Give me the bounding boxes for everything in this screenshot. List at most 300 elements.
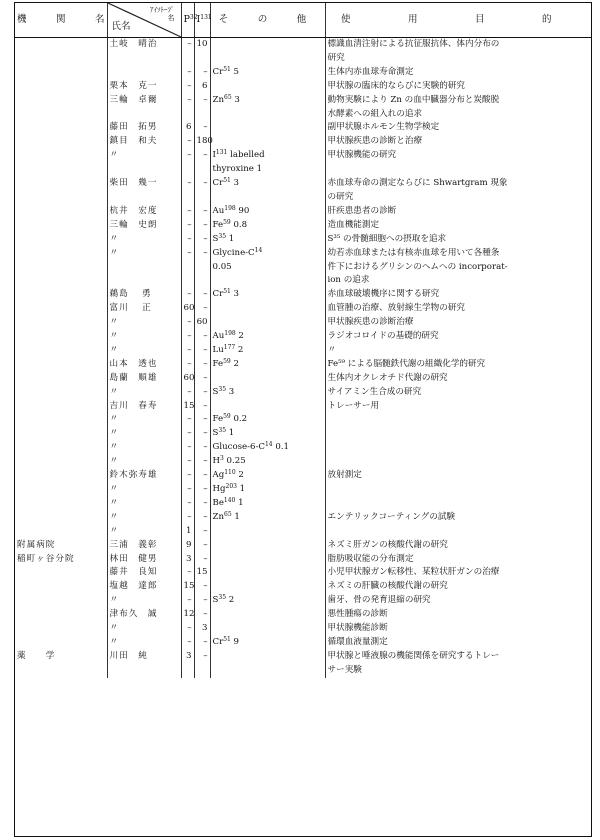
table-row bbox=[15, 650, 591, 664]
i131-amount-cell: – bbox=[194, 302, 210, 316]
other-isotope-cell bbox=[210, 163, 325, 177]
institution-cell: 薬 学 bbox=[17, 650, 56, 661]
researcher-name-cell: 柴田 幾一 bbox=[107, 177, 181, 191]
other-isotope-symbol: S bbox=[212, 233, 219, 244]
institution-cell bbox=[15, 483, 107, 497]
p32-amount-cell: 60 bbox=[181, 302, 194, 316]
purpose-cell: 甲状腺の臨床的ならびに実験的研究 bbox=[325, 80, 591, 94]
i131-amount-cell bbox=[194, 261, 210, 275]
table-row bbox=[15, 622, 591, 636]
p32-amount-cell bbox=[181, 52, 194, 66]
other-isotope-mass-number: 198 bbox=[224, 330, 236, 338]
i131-amount-cell: – bbox=[194, 455, 210, 469]
other-isotope-symbol: Fe bbox=[212, 219, 224, 230]
i131-amount-cell: – bbox=[194, 594, 210, 608]
other-isotope-cell bbox=[210, 525, 325, 539]
purpose-cell: サー実験 bbox=[325, 664, 591, 678]
institution-cell bbox=[15, 205, 107, 219]
other-isotope-symbol: Fe bbox=[212, 414, 224, 425]
other-isotope-cell bbox=[210, 455, 325, 469]
other-isotope-mass-number: 35 bbox=[218, 594, 227, 602]
researcher-name-cell: 〃 bbox=[107, 330, 181, 344]
other-isotope-mass-number: 35 bbox=[218, 427, 227, 435]
i131-amount-cell: – bbox=[194, 608, 210, 622]
institution-cell bbox=[15, 191, 107, 205]
p32-amount-cell: – bbox=[181, 247, 194, 261]
institution-cell bbox=[15, 177, 107, 191]
purpose-cell: 循環血液量測定 bbox=[325, 636, 591, 650]
i131-amount-cell: 10 bbox=[194, 38, 210, 52]
purpose-cell bbox=[325, 163, 591, 177]
other-isotope-cell bbox=[210, 539, 325, 553]
i131-amount-cell bbox=[194, 664, 210, 678]
table-row bbox=[15, 413, 591, 427]
institution-cell bbox=[15, 525, 107, 539]
table-row bbox=[15, 247, 591, 261]
other-isotope-cell bbox=[210, 330, 325, 344]
institution-cell bbox=[15, 219, 107, 233]
institution-cell bbox=[15, 330, 107, 344]
other-isotope-cell bbox=[210, 94, 325, 108]
purpose-cell: 小児甲状腺ガン転移性、某粒状肝ガンの治療 bbox=[325, 566, 591, 580]
table-row bbox=[15, 372, 591, 386]
i131-amount-cell: – bbox=[194, 636, 210, 650]
other-isotope-mass-number: 14 bbox=[254, 246, 263, 254]
purpose-cell: エンテリックコーティングの試験 bbox=[325, 511, 591, 525]
institution-cell bbox=[15, 316, 107, 330]
i131-amount-cell: – bbox=[194, 177, 210, 191]
header-isotope-name bbox=[107, 3, 181, 38]
other-isotope-mass-number: 110 bbox=[224, 469, 236, 477]
table-header bbox=[15, 3, 591, 38]
table-row bbox=[15, 316, 591, 330]
p32-amount-cell: – bbox=[181, 219, 194, 233]
other-isotope-amount: 1 bbox=[231, 511, 240, 522]
researcher-name-cell: 藤田 拓男 bbox=[107, 121, 181, 135]
i131-amount-cell: – bbox=[194, 580, 210, 594]
other-isotope-cell bbox=[210, 636, 325, 650]
header-other: そ の 他 bbox=[210, 3, 325, 38]
other-isotope-amount: 3 bbox=[230, 289, 240, 300]
other-isotope-symbol: Cr bbox=[212, 178, 224, 189]
isotope-usage-table bbox=[15, 3, 591, 678]
i131-amount-cell: – bbox=[194, 288, 210, 302]
table-body bbox=[15, 38, 591, 678]
table-row bbox=[15, 191, 591, 205]
other-isotope-mass-number: 35 bbox=[218, 232, 227, 240]
table-row bbox=[15, 330, 591, 344]
header-isotope-label: ｱｲｿﾄｰﾌﾟ名 bbox=[150, 6, 175, 22]
purpose-cell: 副甲状腺ホルモン生物学検定 bbox=[325, 121, 591, 135]
other-isotope-symbol: H bbox=[212, 456, 220, 467]
other-isotope-symbol: Lu bbox=[212, 344, 224, 355]
p32-amount-cell: – bbox=[181, 177, 194, 191]
i131-amount-cell: – bbox=[194, 539, 210, 553]
researcher-name-cell: 〃 bbox=[107, 427, 181, 441]
other-isotope-amount: 2 bbox=[235, 344, 244, 355]
table-row bbox=[15, 441, 591, 455]
other-isotope-symbol: Au bbox=[212, 331, 225, 342]
p32-amount-cell: – bbox=[181, 135, 194, 149]
researcher-name-cell: 〃 bbox=[107, 247, 181, 261]
other-isotope-amount: 2 bbox=[235, 470, 244, 481]
institution-cell bbox=[15, 52, 107, 66]
institution-cell bbox=[15, 413, 107, 427]
i131-amount-cell bbox=[194, 163, 210, 177]
researcher-name-cell bbox=[107, 163, 181, 177]
institution-cell bbox=[15, 108, 107, 122]
other-isotope-cell bbox=[210, 511, 325, 525]
other-isotope-mass-number: 14 bbox=[264, 441, 273, 449]
other-isotope-mass-number: 59 bbox=[223, 413, 231, 421]
other-isotope-amount: 0.8 bbox=[230, 219, 248, 230]
researcher-name-cell bbox=[107, 191, 181, 205]
i131-amount-cell: – bbox=[194, 121, 210, 135]
table-row bbox=[15, 469, 591, 483]
researcher-name-cell: 〃 bbox=[107, 149, 181, 163]
i131-amount-cell: – bbox=[194, 386, 210, 400]
institution-cell bbox=[15, 636, 107, 650]
institution-cell bbox=[15, 594, 107, 608]
other-isotope-amount: 0.1 bbox=[272, 442, 290, 453]
purpose-cell: 脂肪吸収能の分布測定 bbox=[325, 553, 591, 567]
researcher-name-cell: 栗本 克一 bbox=[107, 80, 181, 94]
other-isotope-cell bbox=[210, 358, 325, 372]
other-isotope-cell bbox=[210, 66, 325, 80]
other-isotope-cell bbox=[210, 622, 325, 636]
purpose-cell: Fe⁵⁹ による脳髄鉄代謝の組織化学的研究 bbox=[325, 358, 591, 372]
researcher-name-cell: 三輪 史朗 bbox=[107, 219, 181, 233]
p32-amount-cell bbox=[181, 163, 194, 177]
institution-cell bbox=[15, 149, 107, 163]
institution-cell bbox=[15, 121, 107, 135]
researcher-name-cell: 〃 bbox=[107, 622, 181, 636]
p32-amount-cell: – bbox=[181, 455, 194, 469]
other-isotope-mass-number: 59 bbox=[223, 218, 231, 226]
table-row bbox=[15, 80, 591, 94]
other-isotope-symbol: Be bbox=[212, 497, 224, 508]
table-row bbox=[15, 636, 591, 650]
other-isotope-symbol: Cr bbox=[212, 289, 224, 300]
other-isotope-cell bbox=[210, 288, 325, 302]
institution-cell bbox=[15, 274, 107, 288]
p32-amount-cell: – bbox=[181, 441, 194, 455]
institution-cell bbox=[15, 344, 107, 358]
other-isotope-mass-number: 35 bbox=[218, 385, 227, 393]
researcher-name-cell bbox=[107, 108, 181, 122]
other-isotope-cell bbox=[210, 219, 325, 233]
i131-amount-cell: – bbox=[194, 427, 210, 441]
i131-amount-cell: – bbox=[194, 511, 210, 525]
researcher-name-cell bbox=[107, 274, 181, 288]
p32-amount-cell: – bbox=[181, 622, 194, 636]
purpose-cell: サイアミン生合成の研究 bbox=[325, 386, 591, 400]
other-isotope-cell bbox=[210, 483, 325, 497]
other-isotope-cell bbox=[210, 497, 325, 511]
p32-amount-cell: 1 bbox=[181, 525, 194, 539]
i131-amount-cell: – bbox=[194, 650, 210, 664]
other-isotope-mass-number: 65 bbox=[224, 93, 232, 101]
other-isotope-symbol: thyroxine 1 bbox=[212, 164, 263, 175]
purpose-cell: 水酵素への組入れの追求 bbox=[325, 108, 591, 122]
other-isotope-cell bbox=[210, 566, 325, 580]
other-isotope-cell bbox=[210, 580, 325, 594]
p32-amount-cell bbox=[181, 261, 194, 275]
table-row bbox=[15, 483, 591, 497]
p32-amount-cell: 15 bbox=[181, 580, 194, 594]
institution-cell bbox=[15, 455, 107, 469]
i131-amount-cell bbox=[194, 52, 210, 66]
other-isotope-amount: 0.2 bbox=[230, 414, 248, 425]
table-row bbox=[15, 344, 591, 358]
p32-amount-cell: – bbox=[181, 233, 194, 247]
purpose-cell: 生体内赤血球寿命測定 bbox=[325, 66, 591, 80]
other-isotope-symbol: I bbox=[212, 150, 216, 161]
other-isotope-amount: 1 bbox=[226, 428, 235, 439]
other-isotope-cell bbox=[210, 302, 325, 316]
i131-amount-cell: – bbox=[194, 219, 210, 233]
researcher-name-cell: 鵜島 勇 bbox=[107, 288, 181, 302]
p32-amount-cell: – bbox=[181, 386, 194, 400]
i131-amount-cell: – bbox=[194, 413, 210, 427]
p32-amount-cell: – bbox=[181, 413, 194, 427]
purpose-cell: 放射測定 bbox=[325, 469, 591, 483]
other-isotope-cell bbox=[210, 149, 325, 163]
other-isotope-symbol: S bbox=[212, 595, 219, 606]
table-row bbox=[15, 163, 591, 177]
table-row bbox=[15, 261, 591, 275]
purpose-cell bbox=[325, 483, 591, 497]
other-isotope-mass-number: 51 bbox=[223, 288, 231, 296]
other-isotope-symbol: Cr bbox=[212, 66, 224, 77]
institution-cell: 稲町ヶ谷分院 bbox=[17, 553, 75, 564]
i131-amount-cell bbox=[194, 108, 210, 122]
purpose-cell bbox=[325, 427, 591, 441]
other-isotope-amount: 1 bbox=[235, 497, 244, 508]
p32-amount-cell: – bbox=[181, 38, 194, 52]
other-isotope-cell bbox=[210, 344, 325, 358]
purpose-cell: 甲状腺疾患の診断治療 bbox=[325, 316, 591, 330]
institution-cell bbox=[15, 358, 107, 372]
table-row bbox=[15, 274, 591, 288]
purpose-cell: 肝疾患患者の診断 bbox=[325, 205, 591, 219]
table-row bbox=[15, 135, 591, 149]
p32-amount-cell bbox=[181, 274, 194, 288]
i131-amount-cell: – bbox=[194, 483, 210, 497]
researcher-name-cell: 林田 健男 bbox=[107, 553, 181, 567]
purpose-cell bbox=[325, 497, 591, 511]
table-row bbox=[15, 386, 591, 400]
other-isotope-mass-number: 51 bbox=[223, 65, 231, 73]
table-row bbox=[15, 121, 591, 135]
other-isotope-amount: 3 bbox=[231, 94, 240, 105]
table-row bbox=[15, 400, 591, 414]
i131-amount-cell: 180 bbox=[194, 135, 210, 149]
institution-cell bbox=[15, 247, 107, 261]
researcher-name-cell: 吉川 春寿 bbox=[107, 400, 181, 414]
other-isotope-symbol: Zn bbox=[212, 94, 225, 105]
i131-amount-cell: – bbox=[194, 469, 210, 483]
p32-amount-cell: – bbox=[181, 483, 194, 497]
purpose-cell: ネズミの肝臓の核酸代謝の研究 bbox=[325, 580, 591, 594]
institution-cell bbox=[15, 400, 107, 414]
purpose-cell: ion の追求 bbox=[325, 274, 591, 288]
p32-amount-cell: – bbox=[181, 344, 194, 358]
purpose-cell: S³⁵ の骨髄細胞への摂取を追求 bbox=[325, 233, 591, 247]
table-row bbox=[15, 539, 591, 553]
researcher-name-cell: 〃 bbox=[107, 636, 181, 650]
institution-cell bbox=[15, 66, 107, 80]
other-isotope-cell bbox=[210, 413, 325, 427]
other-isotope-cell bbox=[210, 121, 325, 135]
i131-amount-cell: – bbox=[194, 553, 210, 567]
other-isotope-symbol: S bbox=[212, 386, 219, 397]
table-row bbox=[15, 177, 591, 191]
i131-amount-cell: – bbox=[194, 94, 210, 108]
researcher-name-cell: 土岐 晴治 bbox=[107, 38, 181, 52]
other-isotope-symbol: Au bbox=[212, 205, 225, 216]
other-isotope-cell bbox=[210, 386, 325, 400]
other-isotope-cell bbox=[210, 372, 325, 386]
purpose-cell: 甲状腺疾患の診断と治療 bbox=[325, 135, 591, 149]
table-row bbox=[15, 525, 591, 539]
other-isotope-mass-number: 198 bbox=[224, 204, 236, 212]
table-row bbox=[15, 302, 591, 316]
table-row bbox=[15, 664, 591, 678]
table-row bbox=[15, 38, 591, 52]
researcher-name-cell: 〃 bbox=[107, 525, 181, 539]
purpose-cell: 研究 bbox=[325, 52, 591, 66]
other-isotope-cell bbox=[210, 650, 325, 664]
table-row bbox=[15, 553, 591, 567]
institution-cell bbox=[15, 288, 107, 302]
isotope-usage-table-page bbox=[14, 2, 592, 837]
institution-cell bbox=[15, 497, 107, 511]
i131-amount-cell: – bbox=[194, 344, 210, 358]
table-row bbox=[15, 358, 591, 372]
p32-amount-cell: – bbox=[181, 94, 194, 108]
purpose-cell: 血管腫の治療、放射線生学物の研究 bbox=[325, 302, 591, 316]
other-isotope-cell bbox=[210, 205, 325, 219]
purpose-cell: 〃 bbox=[325, 344, 591, 358]
other-isotope-amount: 1 bbox=[236, 484, 246, 494]
other-isotope-cell bbox=[210, 191, 325, 205]
institution-cell: 附属病院 bbox=[17, 539, 56, 550]
purpose-cell: の研究 bbox=[325, 191, 591, 205]
other-isotope-cell bbox=[210, 108, 325, 122]
table-row bbox=[15, 427, 591, 441]
institution-cell bbox=[15, 664, 107, 678]
other-isotope-symbol: 0.05 bbox=[212, 261, 232, 272]
table-row bbox=[15, 511, 591, 525]
table-row bbox=[15, 94, 591, 108]
other-isotope-mass-number: 59 bbox=[223, 357, 231, 365]
institution-cell bbox=[15, 511, 107, 525]
researcher-name-cell: 〃 bbox=[107, 511, 181, 525]
other-isotope-cell bbox=[210, 400, 325, 414]
p32-amount-cell: – bbox=[181, 149, 194, 163]
researcher-name-cell: 〃 bbox=[107, 594, 181, 608]
i131-amount-cell: 15 bbox=[194, 566, 210, 580]
table-row bbox=[15, 455, 591, 469]
researcher-name-cell: 〃 bbox=[107, 316, 181, 330]
other-isotope-symbol: Glucose-6-C bbox=[212, 442, 265, 453]
i131-amount-cell: – bbox=[194, 441, 210, 455]
p32-amount-cell: 9 bbox=[181, 539, 194, 553]
institution-cell bbox=[15, 566, 107, 580]
institution-cell bbox=[15, 608, 107, 622]
other-isotope-amount: 2 bbox=[235, 331, 244, 342]
header-institution: 機 関 名 bbox=[15, 3, 107, 38]
researcher-name-cell: 〃 bbox=[107, 455, 181, 469]
p32-amount-cell: – bbox=[181, 594, 194, 608]
other-isotope-cell bbox=[210, 608, 325, 622]
other-isotope-cell bbox=[210, 664, 325, 678]
other-isotope-mass-number: 65 bbox=[224, 510, 232, 518]
other-isotope-cell bbox=[210, 247, 325, 261]
purpose-cell: 赤血球破壊機序に関する研究 bbox=[325, 288, 591, 302]
researcher-name-cell: 山本 透也 bbox=[107, 358, 181, 372]
purpose-cell bbox=[325, 525, 591, 539]
other-isotope-cell bbox=[210, 80, 325, 94]
p32-amount-cell: – bbox=[181, 316, 194, 330]
other-isotope-cell bbox=[210, 177, 325, 191]
institution-cell bbox=[15, 372, 107, 386]
institution-cell bbox=[15, 38, 107, 52]
researcher-name-cell: 〃 bbox=[107, 386, 181, 400]
i131-amount-cell: – bbox=[194, 358, 210, 372]
table-row bbox=[15, 288, 591, 302]
table-row bbox=[15, 66, 591, 80]
other-isotope-cell bbox=[210, 38, 325, 52]
other-isotope-cell bbox=[210, 52, 325, 66]
other-isotope-cell bbox=[210, 594, 325, 608]
purpose-cell: 甲状腺機能診断 bbox=[325, 622, 591, 636]
other-isotope-amount: 3 bbox=[230, 178, 240, 189]
p32-amount-cell: 3 bbox=[181, 650, 194, 664]
other-isotope-mass-number: 140 bbox=[223, 496, 236, 504]
other-isotope-amount: 2 bbox=[230, 358, 239, 369]
table-row bbox=[15, 149, 591, 163]
researcher-name-cell: 島蘭 順雄 bbox=[107, 372, 181, 386]
table-row bbox=[15, 219, 591, 233]
institution-cell bbox=[15, 386, 107, 400]
researcher-name-cell: 川田 純 bbox=[107, 650, 181, 664]
p32-amount-cell: – bbox=[181, 358, 194, 372]
other-isotope-cell bbox=[210, 261, 325, 275]
p32-amount-cell: – bbox=[181, 330, 194, 344]
institution-cell bbox=[15, 427, 107, 441]
purpose-cell: 造血機能測定 bbox=[325, 219, 591, 233]
p32-amount-cell: 12 bbox=[181, 608, 194, 622]
purpose-cell: トレーサー用 bbox=[325, 400, 591, 414]
i131-amount-cell: – bbox=[194, 149, 210, 163]
purpose-cell: 甲状腺と唾液腺の機能関係を研究するトレー bbox=[325, 650, 591, 664]
i131-amount-cell bbox=[194, 274, 210, 288]
other-isotope-symbol: S bbox=[212, 428, 219, 439]
other-isotope-symbol: Hg bbox=[212, 484, 226, 494]
other-isotope-mass-number: 3 bbox=[220, 455, 224, 463]
purpose-cell: 標識血清注射による抗征服抗体、体内分布の bbox=[325, 38, 591, 52]
other-isotope-mass-number: 131 bbox=[215, 149, 228, 157]
other-isotope-cell bbox=[210, 441, 325, 455]
i131-amount-cell: 6 bbox=[194, 80, 210, 94]
other-isotope-amount: 0.25 bbox=[223, 456, 246, 467]
i131-amount-cell: – bbox=[194, 497, 210, 511]
institution-cell bbox=[15, 94, 107, 108]
other-isotope-cell bbox=[210, 316, 325, 330]
table-row bbox=[15, 580, 591, 594]
